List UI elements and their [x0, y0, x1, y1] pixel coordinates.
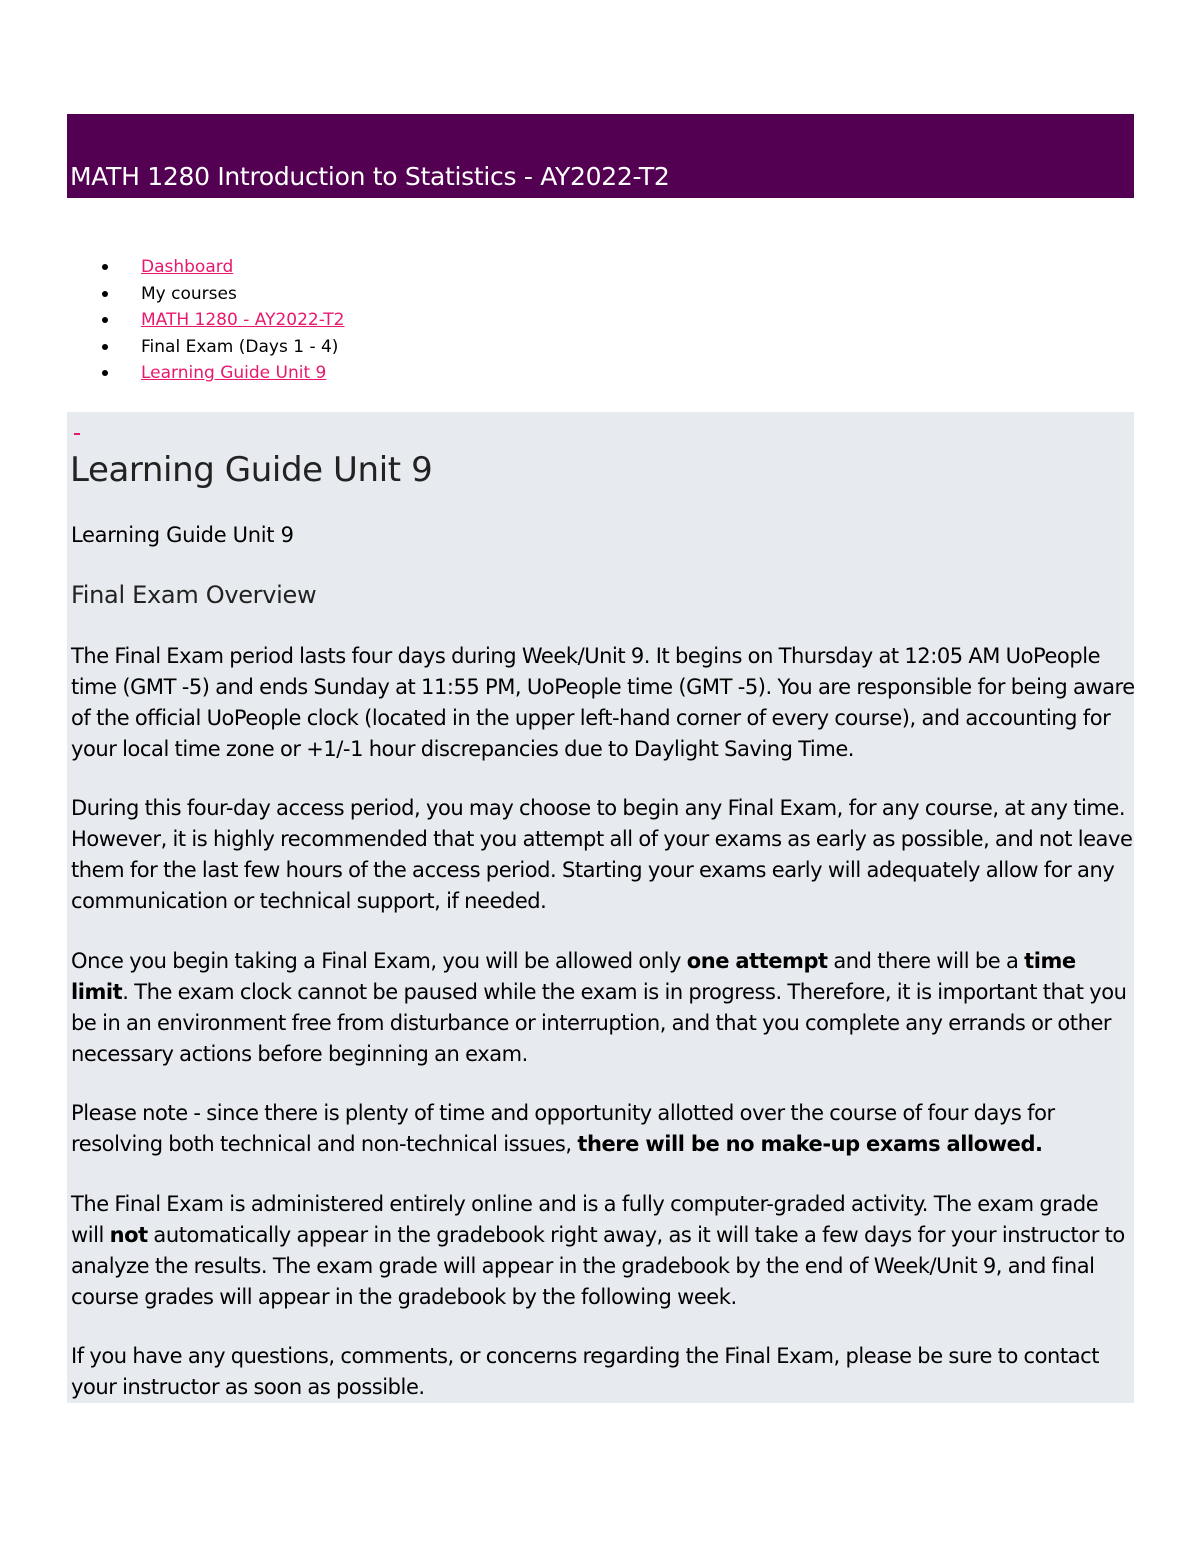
breadcrumb-item-course	[100, 309, 345, 336]
emphasis-one-attempt: one attempt	[686, 949, 828, 973]
final-exam-label: Final Exam (Days 1 - 4)	[141, 336, 339, 357]
paragraph-no-makeup	[71, 1098, 1135, 1160]
page-subtitle: Learning Guide Unit 9	[71, 523, 294, 547]
main-content	[67, 412, 1134, 1403]
text-segment: automatically appear in the gradebook right away, as it will take a few days for your instructor to analyze the results. The exam grade will appear in the gradebook by the end of Week/Unit 9, and final course grades will appear in the gradebook by the following week.	[71, 1223, 1125, 1309]
section-heading: Final Exam Overview	[71, 581, 317, 609]
breadcrumb-item-my-courses	[100, 283, 345, 310]
text-segment: The Final Exam is administered entirely online and is a fully computer-graded activity. The exam grade will	[71, 1192, 1099, 1247]
paragraph-exam-period: The Final Exam period lasts four days during Week/Unit 9. It begins on Thursday at 12:05 AM UoPeople time (GMT -5) and ends Sunday at 11:55 PM, UoPeople time (GMT -5). You are responsible for being aware of the official UoPeople clock (located in the upper left-hand corner of every course), and accounting for your local time zone or +1/-1 hour discrepancies due to Daylight Saving Time.	[71, 644, 1135, 761]
paragraph-access-period: During this four-day access period, you may choose to begin any Final Exam, for any course, at any time. However, it is highly recommended that you attempt all of your exams as early as possible, and not leave them for the last few hours of the access period. Starting your exams early will adequately allow for any communication or technical support, if needed.	[71, 796, 1133, 913]
emphasis-time-limit: time limit	[71, 949, 1076, 1004]
skip-anchor-link[interactable]	[74, 433, 80, 435]
page-title: Learning Guide Unit 9	[70, 450, 433, 490]
emphasis-no-makeup: there will be no make-up exams allowed.	[577, 1132, 1043, 1156]
dashboard-link[interactable]: Dashboard	[141, 257, 234, 277]
paragraph-attempt-rules	[71, 946, 1135, 1070]
breadcrumb-item-final-exam	[100, 336, 345, 363]
paragraph-grading	[71, 1189, 1135, 1313]
breadcrumb	[100, 256, 345, 389]
text-segment: Once you begin taking a Final Exam, you will be allowed only	[71, 949, 687, 973]
text-segment: and there will be a	[827, 949, 1025, 973]
course-link[interactable]: MATH 1280 - AY2022-T2	[141, 310, 345, 330]
bullet-icon	[102, 344, 108, 350]
course-header	[67, 114, 1134, 198]
learning-guide-link[interactable]: Learning Guide Unit 9	[141, 363, 327, 383]
my-courses-label: My courses	[141, 283, 237, 304]
emphasis-not: not	[109, 1223, 148, 1247]
breadcrumb-item-dashboard	[100, 256, 345, 283]
bullet-icon	[102, 264, 108, 270]
paragraph-contact: If you have any questions, comments, or concerns regarding the Final Exam, please be sure to contact your instructor as soon as possible.	[71, 1344, 1099, 1399]
bullet-icon	[102, 370, 108, 376]
course-title: MATH 1280 Introduction to Statistics - AY2022-T2	[70, 162, 670, 191]
bullet-icon	[102, 317, 108, 323]
text-segment: Please note - since there is plenty of time and opportunity allotted over the course of four days for resolving both technical and non-technical issues,	[71, 1101, 1055, 1156]
bullet-icon	[102, 291, 108, 297]
text-segment: . The exam clock cannot be paused while the exam is in progress. Therefore, it is important that you be in an environment free from disturbance or interruption, and that you complete any errands or other necessary actions before beginning an exam.	[71, 980, 1127, 1066]
breadcrumb-item-learning-guide	[100, 362, 345, 389]
